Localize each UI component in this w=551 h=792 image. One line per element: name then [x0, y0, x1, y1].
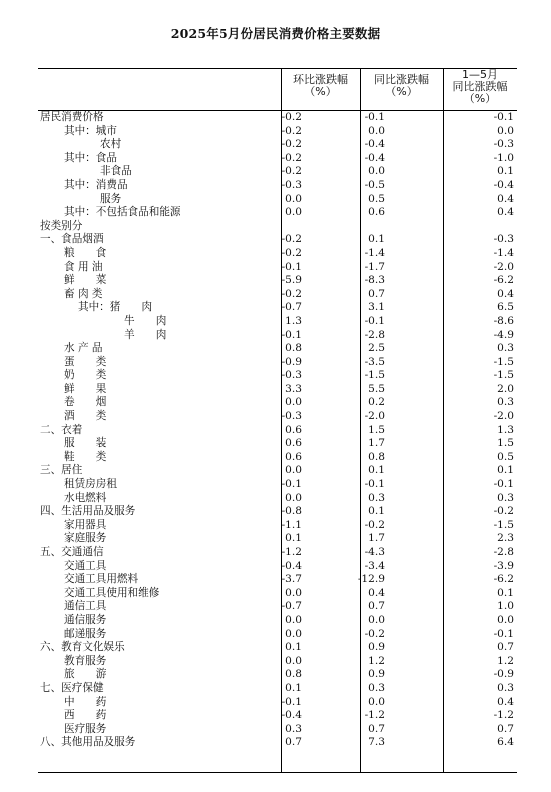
cell-yoy: -0.4 — [364, 138, 385, 151]
cell-yoy: 0.7 — [368, 722, 385, 735]
cell-yoy: -0.1 — [364, 111, 385, 123]
row-label: 通信工具 — [64, 600, 107, 613]
cell-mom: 0.0 — [285, 464, 302, 477]
cell-yoy: 0.9 — [368, 641, 385, 654]
cell-mom: -0.1 — [281, 478, 302, 491]
row-label: 酒 类 — [64, 410, 107, 423]
cell-yoy: 0.8 — [368, 450, 385, 463]
cell-mom: 0.0 — [285, 613, 302, 626]
row-label: 食 用 油 — [64, 260, 103, 273]
row-label: 牛 肉 — [124, 314, 167, 327]
cell-mom: 0.8 — [285, 342, 302, 355]
cell-yoy: 1.2 — [368, 654, 385, 667]
cell-yoy: 0.3 — [368, 681, 385, 694]
table-row — [38, 233, 517, 247]
table-bottom-rule — [38, 772, 517, 773]
cell-mom: -0.2 — [281, 233, 302, 246]
cell-mom: -0.2 — [281, 165, 302, 178]
row-label: 蛋 类 — [64, 355, 107, 368]
cell-mom: -0.2 — [281, 124, 302, 137]
table-row — [38, 492, 517, 506]
cell-ytd: 0.4 — [497, 287, 514, 300]
header-mom — [281, 74, 360, 98]
data-table-body — [38, 111, 517, 750]
table-row — [38, 193, 517, 207]
cell-ytd: 0.4 — [497, 206, 514, 219]
header-yoy-line1: 同比涨跌幅 — [374, 73, 429, 86]
table-row — [38, 614, 517, 628]
cell-ytd: 0.7 — [497, 641, 514, 654]
cell-yoy: 0.0 — [368, 165, 385, 178]
cell-ytd: 1.0 — [497, 600, 514, 613]
row-label: 三、居住 — [40, 464, 83, 477]
row-label: 其中：不包括食品和能源 — [64, 206, 181, 219]
row-label: 旅 游 — [64, 668, 107, 681]
cell-yoy: -12.9 — [357, 573, 385, 586]
cell-yoy: 0.4 — [368, 586, 385, 599]
cell-mom: 0.0 — [285, 586, 302, 599]
cell-yoy: -0.5 — [364, 178, 385, 191]
cell-mom: -0.2 — [281, 111, 302, 123]
row-label: 其中：食品 — [64, 151, 117, 164]
row-label: 家庭服务 — [64, 532, 107, 545]
cell-ytd: -0.9 — [493, 668, 514, 681]
cell-ytd: 1.5 — [497, 437, 514, 450]
cell-mom: -0.4 — [281, 559, 302, 572]
cell-yoy: 0.7 — [368, 287, 385, 300]
cell-ytd: -4.9 — [493, 328, 514, 341]
cell-mom: -3.7 — [281, 573, 302, 586]
row-label: 鲜 菜 — [64, 274, 107, 287]
cell-ytd: -1.4 — [493, 246, 514, 259]
cell-ytd: 0.4 — [497, 695, 514, 708]
cell-ytd: 0.3 — [497, 681, 514, 694]
row-label: 服 装 — [64, 437, 107, 450]
cell-mom: 0.0 — [285, 396, 302, 409]
cell-mom: 0.0 — [285, 206, 302, 219]
cell-mom: 0.1 — [285, 532, 302, 545]
cell-mom: -0.8 — [281, 505, 302, 518]
table-row — [38, 505, 517, 519]
table-row — [38, 342, 517, 356]
row-label: 邮递服务 — [64, 627, 107, 640]
table-row — [38, 369, 517, 383]
header-yoy — [360, 74, 443, 98]
table-row — [38, 111, 517, 125]
table-row — [38, 587, 517, 601]
cell-ytd: 0.0 — [497, 613, 514, 626]
cell-yoy: -1.7 — [364, 260, 385, 273]
cell-yoy: -3.5 — [364, 355, 385, 368]
table-row — [38, 600, 517, 614]
row-label: 一、食品烟酒 — [40, 233, 104, 246]
cell-mom: -0.1 — [281, 695, 302, 708]
row-label: 鞋 类 — [64, 450, 107, 463]
cell-mom: -0.3 — [281, 410, 302, 423]
table-row — [38, 668, 517, 682]
cell-ytd: 0.1 — [497, 586, 514, 599]
table-row — [38, 736, 517, 750]
cell-yoy: 0.1 — [368, 233, 385, 246]
cell-mom: -0.2 — [281, 138, 302, 151]
cell-ytd: -0.1 — [493, 478, 514, 491]
header-mom-line1: 环比涨跌幅 — [293, 73, 348, 86]
cell-ytd: 0.3 — [497, 342, 514, 355]
cell-yoy: 0.0 — [368, 613, 385, 626]
row-label: 二、衣着 — [40, 423, 83, 436]
cell-yoy: -0.1 — [364, 478, 385, 491]
cell-mom: -0.1 — [281, 260, 302, 273]
cell-mom: 0.0 — [285, 654, 302, 667]
cell-ytd: -1.5 — [493, 369, 514, 382]
row-label: 中 药 — [64, 695, 107, 708]
cell-ytd: 0.3 — [497, 491, 514, 504]
cell-yoy: 2.5 — [368, 342, 385, 355]
table-row — [38, 247, 517, 261]
cell-ytd: 0.0 — [497, 124, 514, 137]
cell-yoy: -3.4 — [364, 559, 385, 572]
cell-ytd: 2.3 — [497, 532, 514, 545]
cell-mom: 0.6 — [285, 437, 302, 450]
table-row — [38, 532, 517, 546]
table-row — [38, 179, 517, 193]
cell-ytd: 0.7 — [497, 722, 514, 735]
cell-yoy: -2.8 — [364, 328, 385, 341]
cell-mom: 0.3 — [285, 722, 302, 735]
row-label: 农村 — [100, 138, 122, 151]
cell-ytd: -1.5 — [493, 355, 514, 368]
row-label: 西 药 — [64, 709, 107, 722]
cell-mom: 0.6 — [285, 423, 302, 436]
cell-ytd: 0.1 — [497, 464, 514, 477]
row-label: 交通工具使用和维修 — [64, 586, 160, 599]
row-label: 非食品 — [100, 165, 132, 178]
table-row — [38, 437, 517, 451]
cell-mom: -0.4 — [281, 709, 302, 722]
cell-ytd: -1.2 — [493, 709, 514, 722]
cell-mom: 0.6 — [285, 450, 302, 463]
cell-ytd: 0.4 — [497, 192, 514, 205]
cell-ytd: -6.2 — [493, 274, 514, 287]
cell-ytd: -0.2 — [493, 505, 514, 518]
row-label: 粮 食 — [64, 246, 107, 259]
cell-ytd: -2.8 — [493, 546, 514, 558]
table-row — [38, 301, 517, 315]
cell-mom: 0.1 — [285, 681, 302, 694]
row-label: 交通工具 — [64, 559, 107, 572]
cell-ytd: 6.4 — [497, 736, 514, 749]
cell-mom: -1.2 — [281, 546, 302, 558]
cell-mom: 0.0 — [285, 192, 302, 205]
cell-ytd: -0.3 — [493, 233, 514, 246]
cell-yoy: 1.7 — [368, 532, 385, 545]
table-row — [38, 206, 517, 220]
table-row — [38, 573, 517, 587]
table-row — [38, 546, 517, 560]
row-label: 教育服务 — [64, 654, 107, 667]
cell-yoy: 7.3 — [368, 736, 385, 749]
row-label: 奶 类 — [64, 369, 107, 382]
table-row — [38, 478, 517, 492]
header-ytd-line2: 同比涨跌幅 — [452, 80, 508, 93]
row-label: 服务 — [100, 192, 122, 205]
table-row — [38, 261, 517, 275]
cell-yoy: 0.5 — [368, 192, 385, 205]
row-label: 水电燃料 — [64, 491, 107, 504]
cell-yoy: 1.5 — [368, 423, 385, 436]
cell-mom: 0.7 — [285, 736, 302, 749]
table-row — [38, 410, 517, 424]
cell-ytd: -0.1 — [493, 111, 514, 123]
table-row — [38, 329, 517, 343]
page-title: 2025年5月份居民消费价格主要数据 — [170, 26, 381, 41]
table-row — [38, 519, 517, 533]
cell-mom: -5.9 — [281, 274, 302, 287]
table-row — [38, 709, 517, 723]
cell-mom: 3.3 — [285, 382, 302, 395]
cell-mom: -0.7 — [281, 301, 302, 314]
cell-mom: -0.2 — [281, 287, 302, 300]
table-row — [38, 696, 517, 710]
cell-yoy: -0.4 — [364, 151, 385, 164]
table-row — [38, 464, 517, 478]
cell-yoy: 0.2 — [368, 396, 385, 409]
table-row — [38, 560, 517, 574]
header-mom-unit: （%） — [304, 85, 337, 98]
cell-mom: -0.1 — [281, 328, 302, 341]
cell-ytd: -0.4 — [493, 178, 514, 191]
cell-ytd: 0.1 — [497, 165, 514, 178]
cell-ytd: -8.6 — [493, 314, 514, 327]
table-row — [38, 356, 517, 370]
table-row — [38, 220, 517, 234]
row-label: 家用器具 — [64, 518, 107, 531]
row-label: 卷 烟 — [64, 396, 107, 409]
row-label: 其中：消费品 — [64, 178, 128, 191]
cell-mom: -1.1 — [281, 518, 302, 531]
row-label: 居民消费价格 — [40, 111, 104, 123]
cell-ytd: 1.3 — [497, 423, 514, 436]
cell-yoy: -0.2 — [364, 518, 385, 531]
row-label: 通信服务 — [64, 613, 107, 626]
cell-yoy: 1.7 — [368, 437, 385, 450]
cell-ytd: 2.0 — [497, 382, 514, 395]
header-ytd — [443, 69, 517, 105]
cell-mom: -0.9 — [281, 355, 302, 368]
cell-yoy: -8.3 — [364, 274, 385, 287]
table-row — [38, 628, 517, 642]
cell-mom: 0.0 — [285, 491, 302, 504]
row-label: 五、交通通信 — [40, 546, 104, 558]
cell-ytd: -1.5 — [493, 518, 514, 531]
cell-mom: -0.2 — [281, 246, 302, 259]
cell-yoy: 5.5 — [368, 382, 385, 395]
row-label: 羊 肉 — [124, 328, 167, 341]
row-label: 按类别分 — [40, 219, 83, 232]
cell-yoy: 0.1 — [368, 464, 385, 477]
cell-mom: 1.3 — [285, 314, 302, 327]
cell-mom: -0.3 — [281, 369, 302, 382]
row-label: 八、其他用品及服务 — [40, 736, 136, 749]
cell-mom: 0.0 — [285, 627, 302, 640]
row-label: 其中：猪 肉 — [78, 301, 153, 314]
table-row — [38, 138, 517, 152]
table-row — [38, 125, 517, 139]
cell-ytd: 6.5 — [497, 301, 514, 314]
table-row — [38, 274, 517, 288]
row-label: 其中：城市 — [64, 124, 117, 137]
header-ytd-unit: （%） — [463, 92, 497, 105]
cell-yoy: 0.0 — [368, 695, 385, 708]
cell-yoy: -4.3 — [364, 546, 385, 558]
cell-mom: -0.3 — [281, 178, 302, 191]
cell-mom: 0.8 — [285, 668, 302, 681]
row-label: 水 产 品 — [64, 342, 103, 355]
cell-ytd: -1.0 — [493, 151, 514, 164]
cell-mom: -0.7 — [281, 600, 302, 613]
cell-ytd: -6.2 — [493, 573, 514, 586]
cell-ytd: 1.2 — [497, 654, 514, 667]
table-row — [38, 165, 517, 179]
row-label: 畜 肉 类 — [64, 287, 103, 300]
header-yoy-unit: （%） — [385, 85, 418, 98]
cell-ytd: -2.0 — [493, 260, 514, 273]
table-row — [38, 396, 517, 410]
cell-yoy: 0.6 — [368, 206, 385, 219]
row-label: 租赁房房租 — [64, 478, 117, 491]
cell-mom: 0.1 — [285, 641, 302, 654]
table-row — [38, 641, 517, 655]
table-row — [38, 723, 517, 737]
cell-yoy: 3.1 — [368, 301, 385, 314]
table-row — [38, 152, 517, 166]
table-row — [38, 315, 517, 329]
cell-yoy: -1.4 — [364, 246, 385, 259]
row-label: 交通工具用燃料 — [64, 573, 139, 586]
cell-yoy: -2.0 — [364, 410, 385, 423]
cell-yoy: 0.0 — [368, 124, 385, 137]
cell-ytd: -2.0 — [493, 410, 514, 423]
cell-yoy: 0.3 — [368, 491, 385, 504]
cell-yoy: -0.2 — [364, 627, 385, 640]
cell-yoy: 0.9 — [368, 668, 385, 681]
row-label: 七、医疗保健 — [40, 681, 104, 694]
cell-ytd: 0.5 — [497, 450, 514, 463]
table-row — [38, 655, 517, 669]
row-label: 四、生活用品及服务 — [40, 505, 136, 518]
cell-yoy: -1.5 — [364, 369, 385, 382]
row-label: 六、教育文化娱乐 — [40, 641, 125, 654]
cell-ytd: 0.3 — [497, 396, 514, 409]
cell-mom: -0.2 — [281, 151, 302, 164]
table-row — [38, 451, 517, 465]
cell-ytd: -3.9 — [493, 559, 514, 572]
table-row — [38, 288, 517, 302]
cell-yoy: -1.2 — [364, 709, 385, 722]
cell-yoy: -0.1 — [364, 314, 385, 327]
table-row — [38, 383, 517, 397]
cell-ytd: -0.3 — [493, 138, 514, 151]
table-row — [38, 424, 517, 438]
table-row — [38, 682, 517, 696]
row-label: 医疗服务 — [64, 722, 107, 735]
cell-ytd: -0.1 — [493, 627, 514, 640]
header-ytd-period: 1—5月 — [462, 68, 498, 81]
cell-yoy: 0.7 — [368, 600, 385, 613]
row-label: 鲜 果 — [64, 382, 107, 395]
cell-yoy: 0.1 — [368, 505, 385, 518]
